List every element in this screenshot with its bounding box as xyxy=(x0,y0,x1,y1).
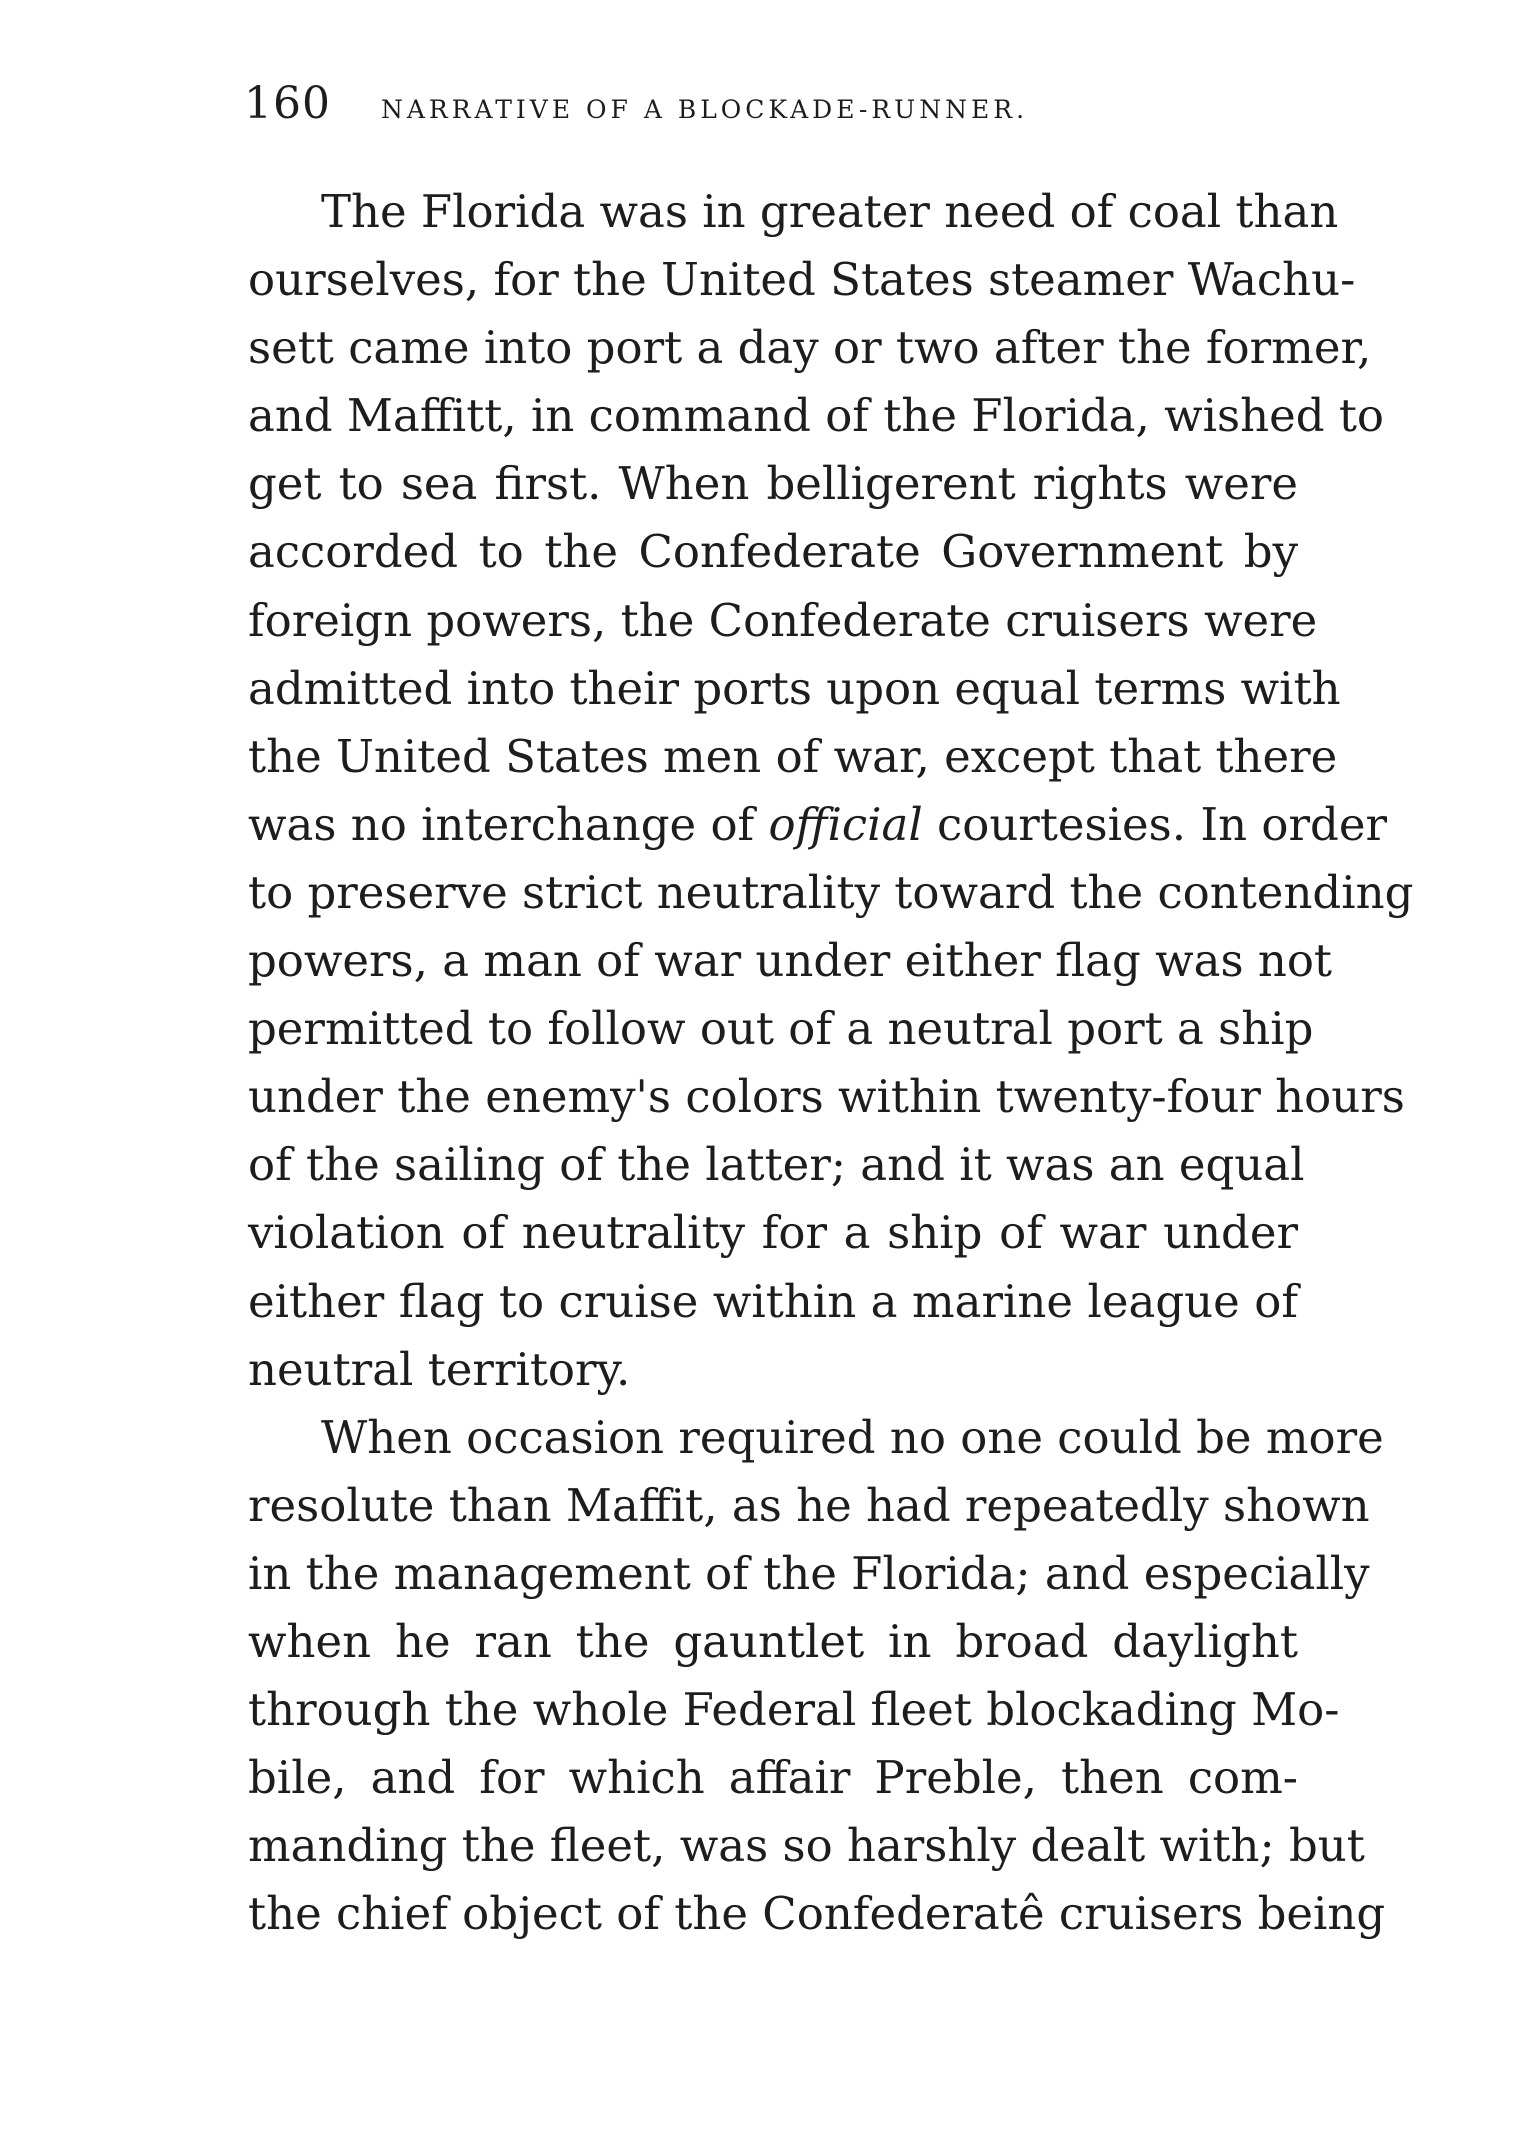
running-title: NARRATIVE OF A BLOCKADE-RUNNER. xyxy=(380,95,1029,124)
text-line: when he ran the gauntlet in broad daylight xyxy=(248,1614,1298,1668)
page-header xyxy=(244,78,1028,129)
text-line: through the whole Federal fleet blockading Mo- xyxy=(248,1683,1340,1737)
text-line: to preserve strict neutrality toward the contending xyxy=(248,865,1414,919)
page-number: 160 xyxy=(244,78,331,129)
text-line: under the enemy's colors within twenty-four hours xyxy=(248,1070,1405,1124)
text-line: the chief object of the Confederatê cruisers being xyxy=(248,1887,1386,1941)
text-line: admitted into their ports upon equal terms with xyxy=(248,661,1341,715)
text-line: the United States men of war, except that there xyxy=(248,729,1338,783)
text-line: get to sea first. When belligerent rights were xyxy=(248,457,1298,511)
text-line: accorded to the Confederate Government by xyxy=(248,525,1298,579)
text-line: resolute than Maffit, as he had repeatedly shown xyxy=(248,1478,1370,1532)
text-line: When occasion required no one could be more xyxy=(321,1410,1384,1464)
text-line: and Maffitt, in command of the Florida, wished to xyxy=(248,389,1385,443)
body-text xyxy=(248,178,1414,1948)
text-line: sett came into port a day or two after the former, xyxy=(248,321,1372,375)
text-line xyxy=(248,791,1387,859)
text-line: neutral territory. xyxy=(248,1342,631,1396)
text-segment: courtesies. In order xyxy=(937,797,1387,851)
text-segment: was no interchange of xyxy=(248,797,755,851)
text-line: foreign powers, the Confederate cruisers were xyxy=(248,593,1318,647)
paragraph-2 xyxy=(248,1404,1386,1949)
text-line: manding the fleet, was so harshly dealt with; but xyxy=(248,1819,1365,1873)
text-line: either flag to cruise within a marine league of xyxy=(248,1274,1298,1328)
text-line: in the management of the Florida; and especially xyxy=(248,1546,1370,1600)
text-line: permitted to follow out of a neutral port a ship xyxy=(248,1002,1314,1056)
text-line: of the sailing of the latter; and it was an equal xyxy=(248,1138,1305,1192)
text-line: ourselves, for the United States steamer Wachu- xyxy=(248,253,1356,307)
italic-word: official xyxy=(768,797,923,851)
text-line: violation of neutrality for a ship of war under xyxy=(248,1206,1298,1260)
paragraph-1 xyxy=(248,178,1414,1404)
text-line: The Florida was in greater need of coal than xyxy=(321,185,1339,238)
text-line: bile, and for which affair Preble, then com- xyxy=(248,1751,1298,1805)
text-line: powers, a man of war under either flag was not xyxy=(248,934,1332,988)
